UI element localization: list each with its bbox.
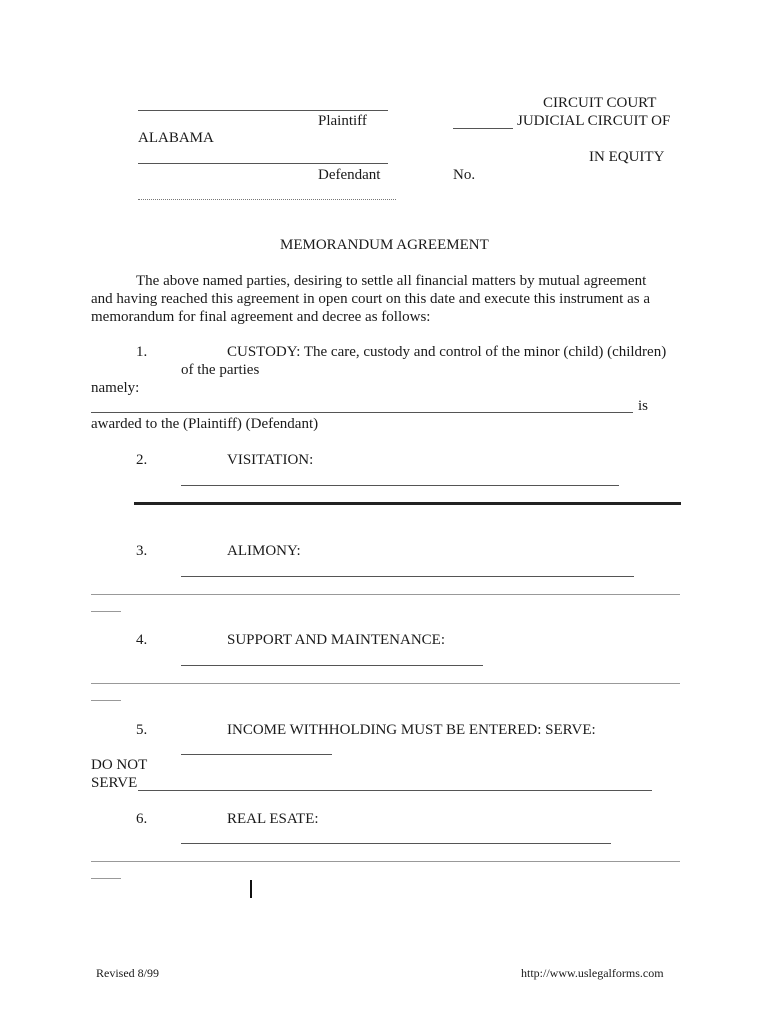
namely-label: namely: — [91, 380, 140, 396]
visitation-heading: VISITATION: — [227, 452, 314, 468]
footer-url[interactable]: http://www.uslegalforms.com — [521, 966, 664, 980]
is-label: is — [638, 398, 649, 414]
court-name: CIRCUIT COURT — [543, 95, 657, 111]
caption-divider — [138, 199, 396, 200]
equity-label: IN EQUITY — [589, 149, 665, 165]
support-number: 4. — [136, 632, 148, 648]
plaintiff-label: Plaintiff — [318, 113, 367, 129]
serve-line[interactable] — [181, 754, 332, 755]
awarded-label: awarded to the (Plaintiff) (Defendant) — [91, 416, 319, 432]
visitation-divider — [134, 502, 681, 505]
alimony-line-2[interactable] — [91, 594, 680, 595]
alimony-line-3[interactable] — [91, 611, 121, 612]
intro-line-3: memorandum for final agreement and decree as follows: — [91, 309, 431, 325]
real-estate-heading: REAL ESATE: — [227, 811, 319, 827]
circuit-number-line[interactable] — [453, 128, 513, 129]
visitation-line[interactable] — [181, 485, 619, 486]
income-heading: INCOME WITHHOLDING MUST BE ENTERED: SERVE: — [227, 722, 596, 738]
support-heading: SUPPORT AND MAINTENANCE: — [227, 632, 446, 648]
defendant-label: Defendant — [318, 167, 381, 183]
serve-label: SERVE — [91, 775, 138, 791]
intro-line-2: and having reached this agreement in open court on this date and execute this instrument as a — [91, 291, 650, 307]
alimony-line-1[interactable] — [181, 576, 634, 577]
state-label: ALABAMA — [138, 130, 214, 146]
defendant-name-line[interactable] — [138, 163, 388, 164]
real-estate-line-3[interactable] — [91, 878, 121, 879]
support-line-2[interactable] — [91, 683, 680, 684]
alimony-heading: ALIMONY: — [227, 543, 301, 559]
income-number: 5. — [136, 722, 148, 738]
visitation-number: 2. — [136, 452, 148, 468]
judicial-circuit: JUDICIAL CIRCUIT OF — [517, 113, 671, 129]
custody-number: 1. — [136, 344, 148, 360]
plaintiff-name-line[interactable] — [138, 110, 388, 111]
custody-heading: CUSTODY: The care, custody and control of the minor (child) (children) — [227, 344, 667, 360]
do-not-label: DO NOT — [91, 757, 148, 773]
intro-line-1: The above named parties, desiring to settle all financial matters by mutual agreement — [136, 273, 647, 289]
custody-line-2: of the parties — [181, 362, 260, 378]
children-names-line[interactable] — [91, 412, 633, 413]
support-line-1[interactable] — [181, 665, 483, 666]
do-not-serve-line[interactable] — [138, 790, 652, 791]
text-cursor — [250, 880, 252, 898]
alimony-number: 3. — [136, 543, 148, 559]
document-title: MEMORANDUM AGREEMENT — [280, 237, 489, 253]
real-estate-number: 6. — [136, 811, 148, 827]
revised-label: Revised 8/99 — [96, 966, 159, 980]
real-estate-line-2[interactable] — [91, 861, 680, 862]
support-line-3[interactable] — [91, 700, 121, 701]
real-estate-line-1[interactable] — [181, 843, 611, 844]
case-number-label: No. — [453, 167, 476, 183]
